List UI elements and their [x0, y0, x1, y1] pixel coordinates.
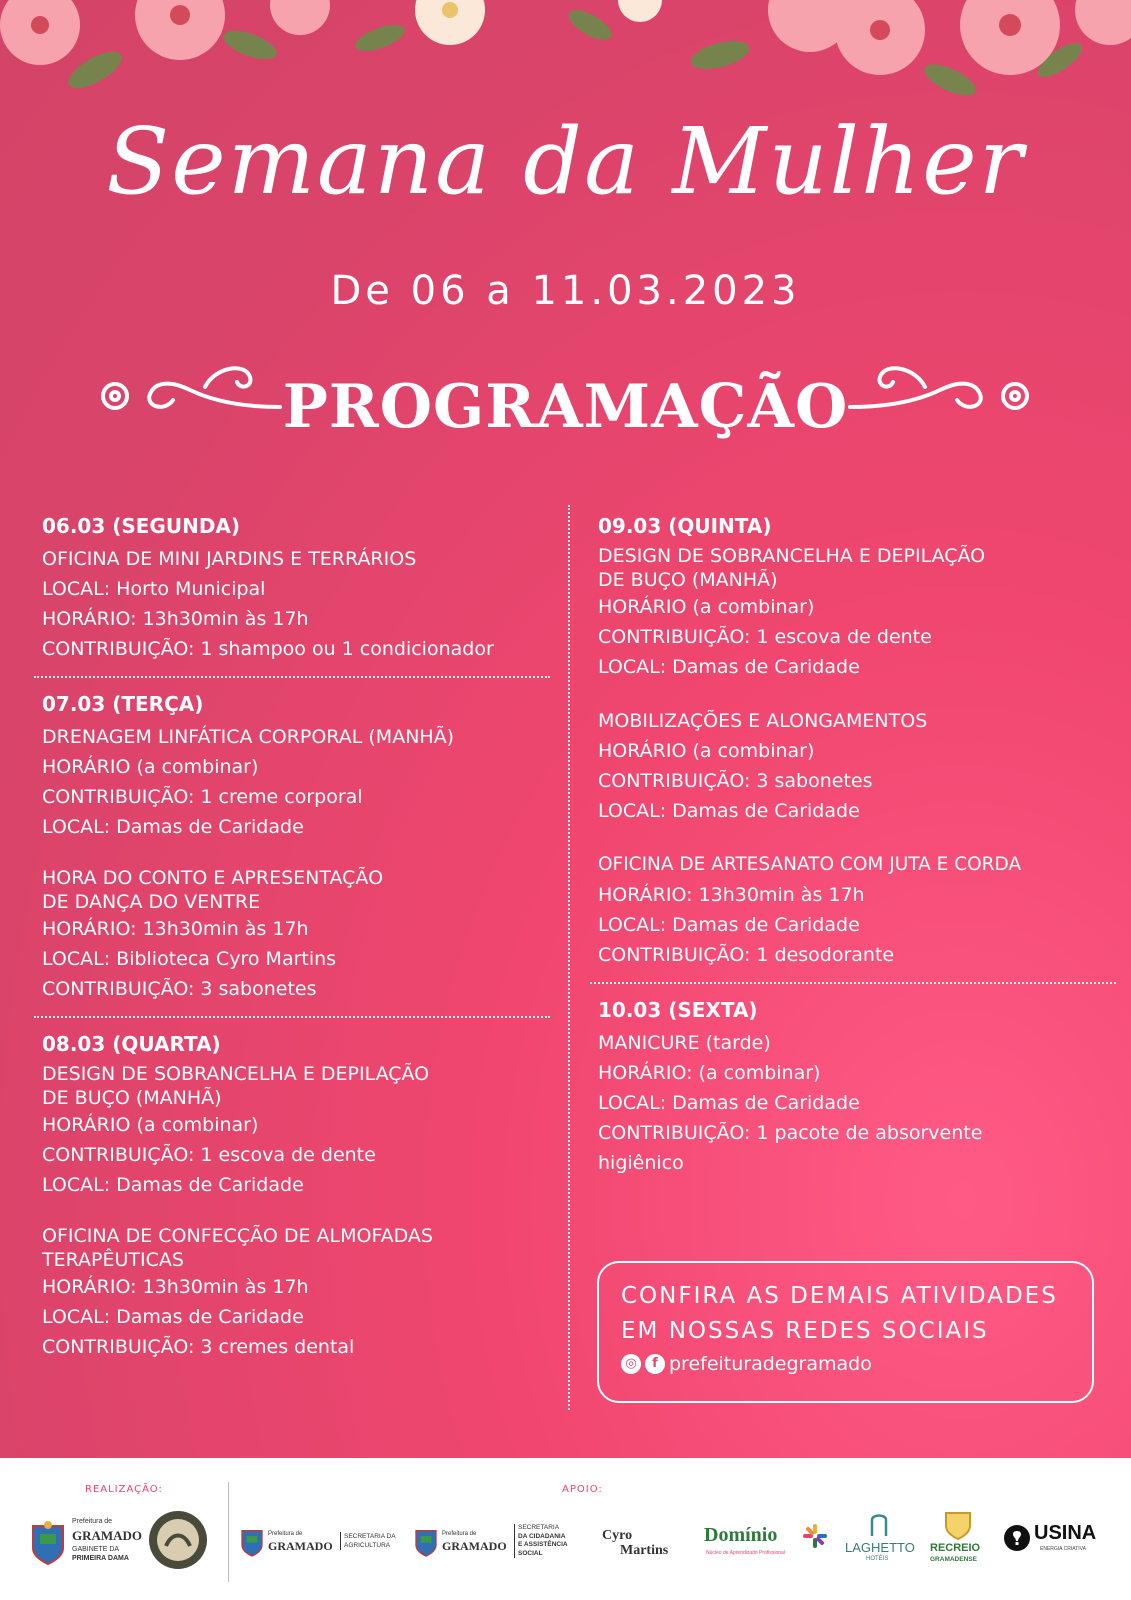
day-divider — [590, 982, 1116, 984]
gramado-text: GRAMADO — [442, 1539, 507, 1553]
activity-title-cont: DE BUÇO (MANHÃ) — [42, 1087, 222, 1109]
pref-small-text: Prefeitura de — [268, 1531, 303, 1537]
realizacao-label: REALIZAÇÃO: — [85, 1484, 163, 1495]
social-box-line2: EM NOSSAS REDES SOCIAIS — [621, 1318, 989, 1344]
gramado-crest-icon — [414, 1526, 438, 1558]
gramado-text: GRAMADO — [268, 1539, 333, 1553]
social-media-box — [597, 1261, 1094, 1403]
cyro-martins-logo: Cyro Martins — [602, 1528, 669, 1558]
activity-horario: HORÁRIO: (a combinar) — [598, 1062, 821, 1084]
social-handle-row[interactable] — [621, 1353, 872, 1375]
recreio-logo-text: RECREIO — [930, 1542, 981, 1554]
laghetto-subtitle: HOTÉIS — [866, 1556, 889, 1562]
gramado-text: GRAMADO — [72, 1528, 143, 1543]
sec-cidadania-text: SECRETARIA DA CIDADANIA E ASSISTÊNCIA SOCIAL — [514, 1524, 568, 1558]
facebook-icon[interactable]: f — [645, 1354, 665, 1374]
activity-title: MOBILIZAÇÕES E ALONGAMENTOS — [598, 710, 928, 732]
activity-title: HORA DO CONTO E APRESENTAÇÃO — [42, 867, 384, 889]
activity-title-cont: DE DANÇA DO VENTRE — [42, 891, 261, 913]
dominio-subtitle: Núcleo de Aprendizado Profissional — [706, 1550, 785, 1556]
programacao-heading: PROGRAMAÇÃO — [282, 372, 849, 442]
activity-contribuicao: CONTRIBUIÇÃO: 1 escova de dente — [42, 1144, 376, 1166]
day-block-quarta — [42, 1030, 542, 1362]
activity-horario: HORÁRIO (a combinar) — [598, 596, 815, 618]
activity-contribuicao: CONTRIBUIÇÃO: 1 shampoo ou 1 condicionador — [42, 638, 494, 660]
activity-horario: HORÁRIO: 13h30min às 17h — [598, 884, 865, 906]
apoio-label: APOIO: — [562, 1484, 603, 1495]
activity-title: OFICINA DE CONFECÇÃO DE ALMOFADAS — [42, 1225, 433, 1247]
day-divider — [34, 676, 550, 678]
activity-contribuicao-cont: higiênico — [598, 1152, 684, 1174]
activity-title: DRENAGEM LINFÁTICA CORPORAL (MANHÃ) — [42, 726, 455, 748]
pref-small-text: Prefeitura de — [442, 1531, 477, 1537]
sec-agricultura-text: SECRETARIA DA AGRICULTURA — [340, 1532, 408, 1550]
usina-bulb-icon — [1003, 1524, 1031, 1552]
social-handle[interactable]: prefeituradegramado — [669, 1353, 872, 1375]
activity-local: LOCAL: Damas de Caridade — [42, 816, 304, 838]
usina-logo-text: USINA — [1034, 1522, 1097, 1544]
activity-title: OFICINA DE ARTESANATO COM JUTA E CORDA — [598, 854, 1022, 875]
flower-border-decoration — [0, 0, 1131, 110]
day-heading: 10.03 (SEXTA) — [598, 998, 758, 1022]
recreio-crest-icon — [944, 1510, 972, 1540]
laghetto-icon — [868, 1512, 890, 1538]
activity-title: DESIGN DE SOBRANCELHA E DEPILAÇÃO — [42, 1063, 430, 1085]
event-dates: De 06 a 11.03.2023 — [330, 268, 801, 314]
activity-contribuicao: CONTRIBUIÇÃO: 3 sabonetes — [42, 978, 317, 1000]
recreio-subtitle: GRAMADENSE — [930, 1556, 977, 1563]
activity-contribuicao: CONTRIBUIÇÃO: 3 sabonetes — [598, 770, 873, 792]
day-divider — [34, 1016, 550, 1018]
activity-title-cont: DE BUÇO (MANHÃ) — [598, 569, 778, 591]
gramado-crest-icon — [240, 1526, 264, 1558]
day-block-terca — [42, 690, 542, 1004]
activity-contribuicao: CONTRIBUIÇÃO: 1 pacote de absorvente — [598, 1122, 983, 1144]
activity-horario: HORÁRIO: 13h30min às 17h — [42, 1276, 309, 1298]
gramado-crest-icon — [30, 1520, 66, 1566]
dominio-logo-text: Domínio — [704, 1524, 778, 1546]
activity-title: MANICURE (tarde) — [598, 1032, 771, 1054]
sponsor-footer — [0, 1458, 1131, 1600]
day-block-sexta — [598, 996, 1108, 1178]
day-heading: 06.03 (SEGUNDA) — [42, 514, 241, 538]
laghetto-logo-text: LAGHETTO — [845, 1540, 915, 1555]
footer-divider — [228, 1482, 229, 1582]
column-divider — [568, 505, 570, 1410]
activity-title: OFICINA DE MINI JARDINS E TERRÁRIOS — [42, 548, 417, 570]
schedule-right-column — [598, 512, 1108, 1178]
activity-local: LOCAL: Damas de Caridade — [42, 1174, 304, 1196]
activity-local: LOCAL: Damas de Caridade — [598, 914, 860, 936]
activity-horario: HORÁRIO (a combinar) — [42, 756, 259, 778]
activity-horario: HORÁRIO (a combinar) — [42, 1114, 259, 1136]
gabinete-text: GABINETE DA — [72, 1546, 120, 1553]
day-heading: 07.03 (TERÇA) — [42, 692, 204, 716]
activity-contribuicao: CONTRIBUIÇÃO: 3 cremes dental — [42, 1336, 355, 1358]
schedule-left-column — [42, 512, 542, 1362]
activity-local: LOCAL: Damas de Caridade — [598, 656, 860, 678]
activity-local: LOCAL: Biblioteca Cyro Martins — [42, 948, 337, 970]
social-box-line1: CONFIRA AS DEMAIS ATIVIDADES — [621, 1283, 1058, 1309]
right-swirl-ornament — [845, 352, 1035, 422]
day-block-quinta — [598, 512, 1108, 970]
activity-contribuicao: CONTRIBUIÇÃO: 1 creme corporal — [42, 786, 363, 808]
day-block-segunda — [42, 512, 542, 664]
activity-local: LOCAL: Damas de Caridade — [598, 1092, 860, 1114]
day-heading: 09.03 (QUINTA) — [598, 514, 772, 538]
activity-local: LOCAL: Damas de Caridade — [42, 1306, 304, 1328]
activity-contribuicao: CONTRIBUIÇÃO: 1 escova de dente — [598, 626, 932, 648]
dominio-star-icon — [803, 1524, 827, 1548]
primeira-dama-text: PRIMEIRA DAMA — [72, 1555, 129, 1562]
activity-contribuicao: CONTRIBUIÇÃO: 1 desodorante — [598, 944, 895, 966]
activity-title-cont: TERAPÊUTICAS — [42, 1249, 184, 1271]
instagram-icon[interactable]: ◎ — [621, 1354, 641, 1374]
activity-horario: HORÁRIO: 13h30min às 17h — [42, 608, 309, 630]
activity-local: LOCAL: Horto Municipal — [42, 578, 266, 600]
activity-horario: HORÁRIO (a combinar) — [598, 740, 815, 762]
event-title: Semana da Mulher — [106, 108, 1025, 215]
pref-small-text: Prefeitura de — [72, 1518, 113, 1525]
activity-title: DESIGN DE SOBRANCELHA E DEPILAÇÃO — [598, 545, 986, 567]
activity-local: LOCAL: Damas de Caridade — [598, 800, 860, 822]
day-heading: 08.03 (QUARTA) — [42, 1032, 221, 1056]
usina-subtitle: ENERGIA CRIATIVA — [1040, 1546, 1086, 1552]
activity-horario: HORÁRIO: 13h30min às 17h — [42, 918, 309, 940]
damas-de-caridade-seal-icon — [148, 1510, 208, 1570]
